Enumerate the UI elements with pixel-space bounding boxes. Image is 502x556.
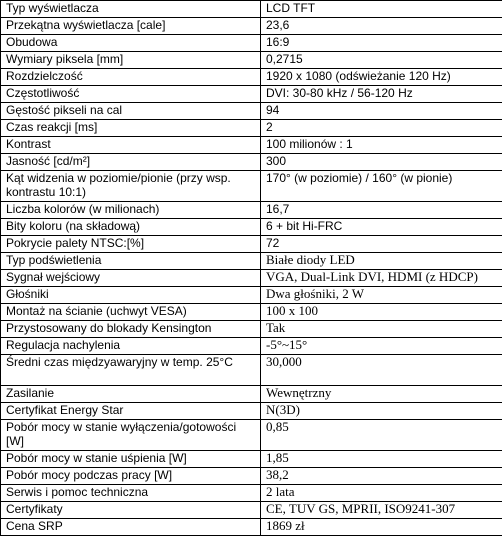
row-label: Regulacja nachylenia (1, 338, 261, 355)
row-label: Certyfikaty (1, 502, 261, 519)
table-row (1, 236, 502, 253)
table-row (1, 120, 502, 137)
row-value: 38,2 (261, 468, 502, 485)
table-row (1, 18, 502, 35)
table-row (1, 485, 502, 502)
table-row (1, 519, 502, 536)
table-row (1, 287, 502, 304)
row-value: Dwa głośniki, 2 W (261, 287, 502, 304)
row-label: Częstotliwość (1, 86, 261, 103)
row-label: Pobór mocy w stanie uśpienia [W] (1, 451, 261, 468)
row-value: 170° (w poziomie) / 160° (w pionie) (261, 171, 502, 202)
row-label: Przekątna wyświetlacza [cale] (1, 18, 261, 35)
row-value: 30,000 (261, 355, 502, 386)
table-row (1, 403, 502, 420)
row-label: Zasilanie (1, 386, 261, 403)
row-value: 100 milionów : 1 (261, 137, 502, 154)
row-label: Serwis i pomoc techniczna (1, 485, 261, 502)
row-label: Pokrycie palety NTSC:[%] (1, 236, 261, 253)
table-row (1, 1, 502, 18)
row-value: 72 (261, 236, 502, 253)
table-row (1, 137, 502, 154)
table-row (1, 86, 502, 103)
table-row (1, 270, 502, 287)
row-label: Czas reakcji [ms] (1, 120, 261, 137)
table-row (1, 154, 502, 171)
table-row (1, 338, 502, 355)
row-label: Certyfikat Energy Star (1, 403, 261, 420)
table-row (1, 355, 502, 386)
row-label: Przystosowany do blokady Kensington (1, 321, 261, 338)
row-value: Wewnętrzny (261, 386, 502, 403)
row-label: Liczba kolorów (w milionach) (1, 202, 261, 219)
table-row (1, 451, 502, 468)
row-value: 1869 zł (261, 519, 502, 536)
row-label: Kontrast (1, 137, 261, 154)
row-value: N(3D) (261, 403, 502, 420)
row-value: 2 lata (261, 485, 502, 502)
row-value: 2 (261, 120, 502, 137)
row-value: Białe diody LED (261, 253, 502, 270)
table-row (1, 69, 502, 86)
table-row (1, 103, 502, 120)
table-row (1, 253, 502, 270)
row-label: Cena SRP (1, 519, 261, 536)
table-row (1, 502, 502, 519)
row-label: Kąt widzenia w poziomie/pionie (przy wsp. kontrastu 10:1) (1, 171, 261, 202)
row-value: 0,85 (261, 420, 502, 451)
table-row (1, 321, 502, 338)
row-label: Rozdzielczość (1, 69, 261, 86)
row-value: Tak (261, 321, 502, 338)
row-value: CE, TUV GS, MPRII, ISO9241-307 (261, 502, 502, 519)
row-label: Wymiary piksela [mm] (1, 52, 261, 69)
row-value: 94 (261, 103, 502, 120)
table-row (1, 386, 502, 403)
row-label: Średni czas międzyawaryjny w temp. 25°C (1, 355, 261, 386)
row-label: Jasność [cd/m²] (1, 154, 261, 171)
row-label: Typ wyświetlacza (1, 1, 261, 18)
table-row (1, 52, 502, 69)
row-label: Bity koloru (na składową) (1, 219, 261, 236)
row-label: Typ podświetlenia (1, 253, 261, 270)
row-label: Obudowa (1, 35, 261, 52)
table-row (1, 35, 502, 52)
table-row (1, 219, 502, 236)
row-label: Pobór mocy w stanie wyłączenia/gotowości [W] (1, 420, 261, 451)
row-value: DVI: 30-80 kHz / 56-120 Hz (261, 86, 502, 103)
row-value: 1,85 (261, 451, 502, 468)
row-value: 0,2715 (261, 52, 502, 69)
row-label: Głośniki (1, 287, 261, 304)
row-value: 1920 x 1080 (odświeżanie 120 Hz) (261, 69, 502, 86)
table-row (1, 468, 502, 485)
row-label: Montaż na ścianie (uchwyt VESA) (1, 304, 261, 321)
row-value: 16:9 (261, 35, 502, 52)
table-row (1, 420, 502, 451)
row-value: 100 x 100 (261, 304, 502, 321)
row-value: 6 + bit Hi-FRC (261, 219, 502, 236)
row-value: 300 (261, 154, 502, 171)
row-value: VGA, Dual-Link DVI, HDMI (z HDCP) (261, 270, 502, 287)
row-label: Sygnał wejściowy (1, 270, 261, 287)
row-label: Pobór mocy podczas pracy [W] (1, 468, 261, 485)
row-value: 16,7 (261, 202, 502, 219)
table-row (1, 304, 502, 321)
row-label: Gęstość pikseli na cal (1, 103, 261, 120)
row-value: 23,6 (261, 18, 502, 35)
row-value: -5°~15° (261, 338, 502, 355)
table-row (1, 171, 502, 202)
table-row (1, 202, 502, 219)
row-value: LCD TFT (261, 1, 502, 18)
